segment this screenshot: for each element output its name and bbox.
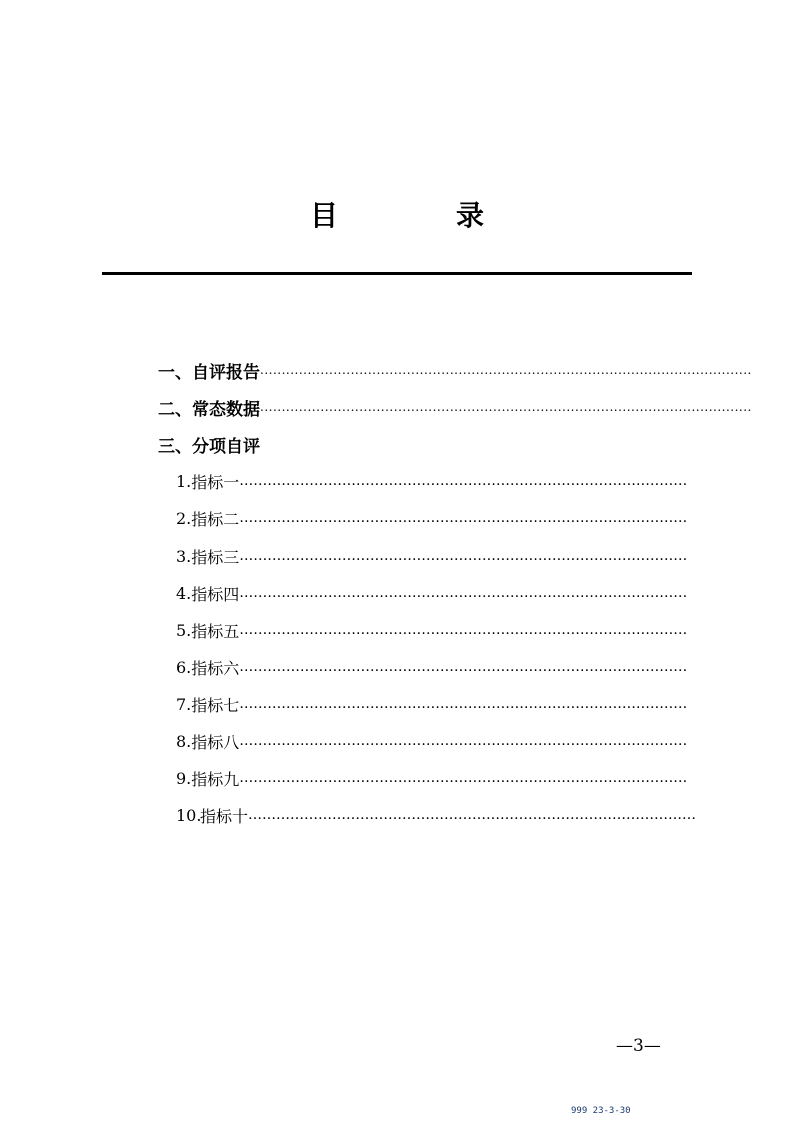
print-stamp: 999 23-3-30 (571, 1106, 631, 1116)
page-number: —3— (616, 1036, 661, 1056)
dot-leader: …………………………………………………………………………………… (239, 585, 688, 601)
toc-indicator-number: 10. (176, 805, 202, 825)
dot-leader: …………………………………………………………………………………… (239, 622, 688, 638)
toc-section-label: 一、自评报告 (158, 362, 260, 383)
toc-indicator-label: 指标一 (191, 472, 240, 492)
toc-section-self-report[interactable] (158, 352, 752, 388)
toc-indicator-10[interactable] (176, 797, 697, 833)
toc-indicator-label: 指标七 (191, 695, 240, 715)
toc-indicator-label: 指标九 (191, 769, 240, 789)
toc-indicator-label: 指标二 (191, 509, 240, 529)
toc-indicator-4[interactable] (176, 575, 688, 611)
toc-indicator-number: 1. (176, 471, 192, 491)
toc-indicator-number: 8. (176, 731, 192, 751)
page-title (0, 196, 793, 236)
dot-leader: …………………………………………………………………………………… (239, 770, 688, 786)
toc-indicator-number: 5. (176, 620, 192, 640)
dot-leader: .................................................................................................................. (260, 400, 752, 414)
toc-indicator-label: 指标六 (191, 658, 240, 678)
dot-leader: …………………………………………………………………………………… (248, 807, 697, 823)
title-char-mu: 目 (310, 199, 339, 232)
toc-indicator-label: 指标五 (191, 621, 240, 641)
dot-leader: …………………………………………………………………………………… (239, 733, 688, 749)
toc-indicator-8[interactable] (176, 723, 688, 759)
toc-indicator-2[interactable] (176, 500, 688, 536)
toc-indicator-number: 3. (176, 546, 192, 566)
toc-section-label: 二、常态数据 (158, 399, 260, 420)
dot-leader: .................................................................................................................. (260, 363, 752, 377)
toc-indicator-number: 6. (176, 657, 192, 677)
toc-section-routine-data[interactable] (158, 389, 752, 425)
toc-section-label: 三、分项自评 (158, 436, 260, 457)
dot-leader: …………………………………………………………………………………… (239, 696, 688, 712)
toc-indicator-1[interactable] (176, 463, 688, 499)
toc-indicator-number: 9. (176, 768, 192, 788)
toc-indicator-9[interactable] (176, 760, 688, 796)
toc-indicator-label: 指标三 (191, 547, 240, 567)
toc-indicator-label: 指标四 (191, 584, 240, 604)
toc-indicator-number: 7. (176, 694, 192, 714)
toc-indicator-6[interactable] (176, 649, 688, 685)
toc-section-item-evaluation[interactable] (158, 426, 654, 462)
title-char-lu: 录 (456, 199, 485, 232)
toc-indicator-5[interactable] (176, 612, 688, 648)
dot-leader: …………………………………………………………………………………… (239, 659, 688, 675)
toc-indicator-label: 指标十 (200, 806, 249, 826)
toc-indicator-label: 指标八 (191, 732, 240, 752)
dot-leader: …………………………………………………………………………………… (239, 473, 688, 489)
title-underline-divider (102, 272, 692, 275)
toc-indicator-number: 4. (176, 583, 192, 603)
dot-leader: …………………………………………………………………………………… (239, 510, 688, 526)
toc-indicator-3[interactable] (176, 538, 688, 574)
toc-indicator-number: 2. (176, 508, 192, 528)
toc-indicator-7[interactable] (176, 686, 688, 722)
dot-leader: …………………………………………………………………………………… (239, 548, 688, 564)
